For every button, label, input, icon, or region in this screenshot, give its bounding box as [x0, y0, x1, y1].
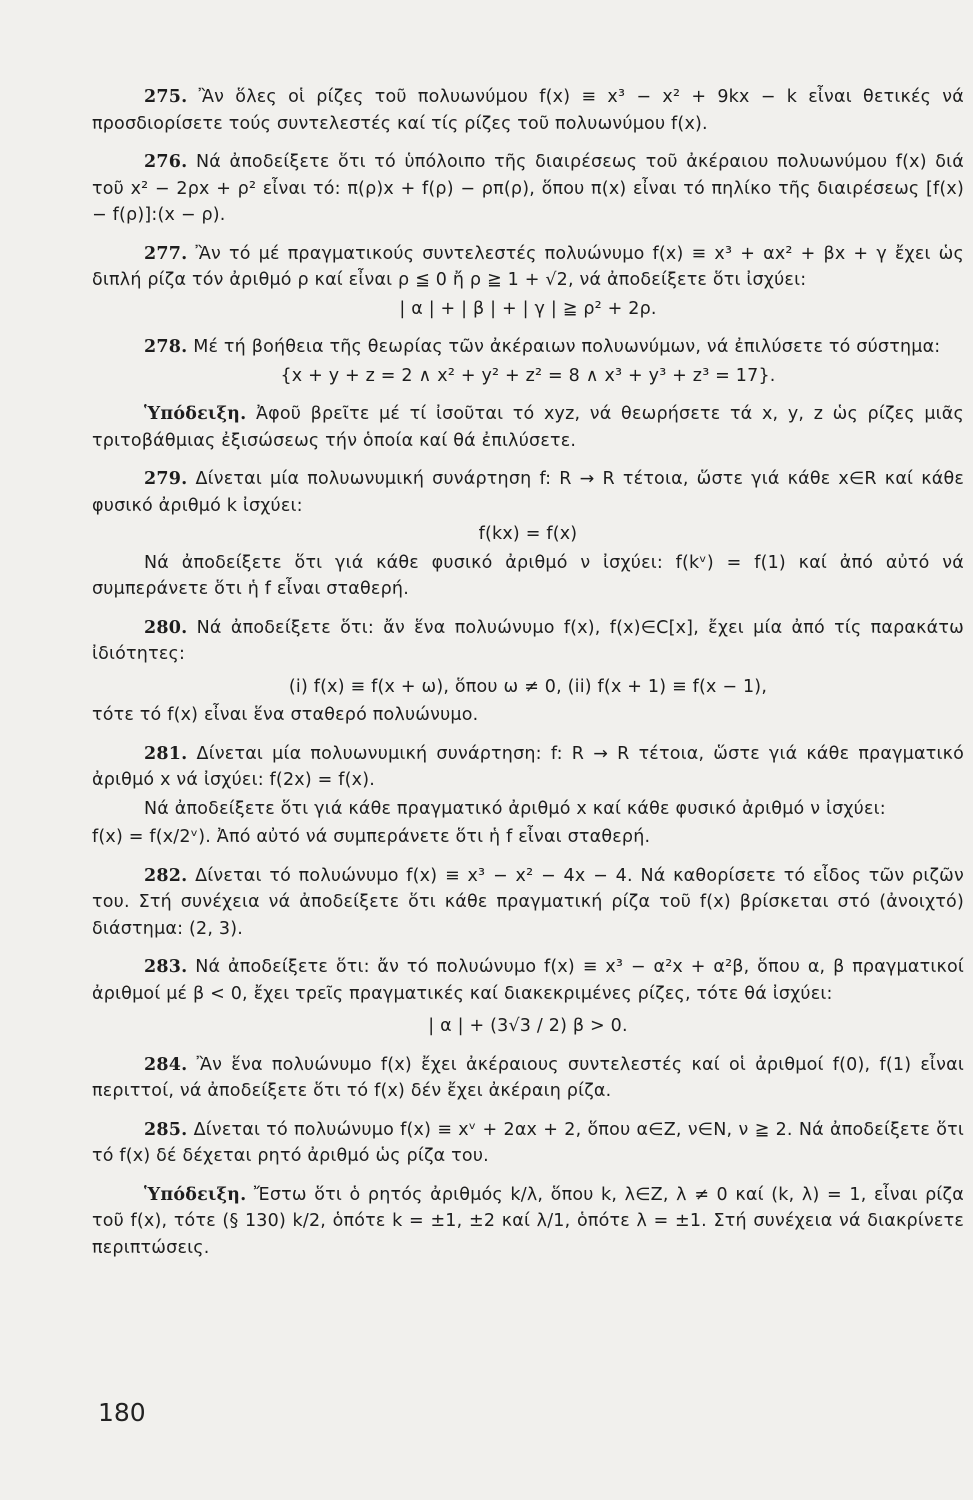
formula-text: f(x) = f(x/2ᵛ). Ἀπό αὐτό νά συμπεράνετε ὅτι ἡ f εἶναι σταθερή.: [92, 827, 651, 847]
exercise-280: [92, 615, 964, 668]
exercise-text: Δίνεται μία πολυωνυμική συνάρτηση: f: R → R τέτοια, ὥστε γιά κάθε πραγματικό ἀριθμό x νά ἰσχύει: f(2x) = f(x).: [92, 743, 964, 790]
formula-text: | α | + (3√3 / 2) β > 0.: [428, 1016, 628, 1036]
exercise-text: Μέ τή βοήθεια τῆς θεωρίας τῶν ἀκέραιων πολυωνύμων, νά ἐπιλύσετε τό σύστημα:: [193, 337, 941, 357]
hint-278: [92, 401, 964, 454]
hint-label: Ὑπόδειξη.: [144, 1184, 247, 1205]
formula-text: {x + y + z = 2 ∧ x² + y² + z² = 8 ∧ x³ + y³ + z³ = 17}.: [280, 365, 776, 386]
exercise-text: Δίνεται μία πολυωνυμική συνάρτηση f: R → R τέτοια, ὥστε γιά κάθε x∈R καί κάθε φυσικό ἀριθμό k ἰσχύει:: [92, 469, 965, 516]
exercise-277: [92, 241, 964, 294]
exercise-number: 284.: [144, 1054, 188, 1075]
exercise-number: 280.: [144, 617, 188, 638]
exercise-283: [92, 954, 964, 1007]
exercise-text: Νά ἀποδείξετε ὅτι: ἄν ἕνα πολυώνυμο f(x), f(x)∈C[x], ἔχει μία ἀπό τίς παρακάτω ἰδιότητες:: [92, 617, 964, 664]
exercise-284: [92, 1052, 964, 1105]
exercise-number: 278.: [144, 337, 188, 357]
exercise-text: Δίνεται τό πολυώνυμο f(x) ≡ x³ − x² − 4x − 4. Νά καθορίσετε τό εἶδος τῶν ριζῶν του. Στή συνέχεια νά ἀποδείξετε ὅτι κάθε πραγματική ρίζα τοῦ f(x) βρίσκεται στό (ἀνοιχτό) διάστημα: (2, 3).: [92, 865, 965, 939]
exercise-number: 283.: [144, 957, 188, 977]
exercise-276: [92, 149, 964, 229]
formula-text: f(kx) = f(x): [478, 524, 578, 544]
formula-280-properties: [92, 674, 964, 701]
hint-285: [92, 1182, 964, 1262]
page-number: 180: [98, 1398, 146, 1427]
exercise-275: [92, 84, 964, 137]
exercise-number: 277.: [144, 243, 188, 264]
exercise-278: [92, 334, 964, 361]
exercise-281-continued: [92, 796, 964, 823]
exercise-281-formula: [92, 824, 964, 851]
exercise-number: 282.: [144, 865, 188, 886]
exercise-number: 279.: [144, 469, 188, 489]
formula-text: (i) f(x) ≡ f(x + ω), ὅπου ω ≠ 0, (ii) f(x + 1) ≡ f(x − 1),: [288, 676, 768, 697]
exercise-text: τότε τό f(x) εἶναι ἕνα σταθερό πολυώνυμο.: [92, 705, 479, 725]
hint-text: Ἀφοῦ βρεῖτε μέ τί ἰσοῦται τό xyz, νά θεωρήσετε τά x, y, z ὡς ρίζες μιᾶς τριτοβάθμιας ἐξισώσεως τήν ὁποία καί θά ἐπιλύσετε.: [92, 404, 965, 451]
exercise-number: 285.: [144, 1119, 188, 1140]
page-content: [92, 84, 964, 1261]
hint-label: Ὑπόδειξη.: [144, 404, 247, 424]
exercise-number: 281.: [144, 743, 188, 764]
exercise-285: [92, 1117, 964, 1170]
exercise-text: Νά ἀποδείξετε ὅτι τό ὑπόλοιπο τῆς διαιρέσεως τοῦ ἀκέραιου πολυωνύμου f(x) διά τοῦ x² − 2ρx + ρ² εἶναι τό: π(ρ)x + f(ρ) − ρπ(ρ), ὅπου π(x) εἶναι τό πηλίκο τῆς διαιρέσεως [f(x) − f(ρ)]:(x − ρ).: [92, 152, 964, 225]
exercise-text: Ἂν ὅλες οἱ ρίζες τοῦ πολυωνύμου f(x) ≡ x³ − x² + 9kx − k εἶναι θετικές νά προσδιορίσετε τούς συντελεστές καί τίς ρίζες τοῦ πολυωνύμου f(x).: [92, 87, 964, 134]
formula-277: [92, 296, 964, 323]
formula-278-system: [92, 363, 964, 390]
exercise-279-continued: [92, 550, 964, 603]
exercise-282: [92, 863, 964, 943]
hint-text: Ἔστω ὅτι ὁ ρητός ἀριθμός k/λ, ὅπου k, λ∈Z, λ ≠ 0 καί (k, λ) = 1, εἶναι ρίζα τοῦ f(x), τότε (§ 130) k/2, ὁπότε k = ±1, ±2 καί λ/1, ὁπότε λ = ±1. Στή συνέχεια νά διακρίνετε περιπτώσεις.: [92, 1184, 964, 1258]
exercise-280-conclusion: [92, 702, 964, 729]
exercise-text: Νά ἀποδείξετε ὅτι γιά κάθε πραγματικό ἀριθμό x καί κάθε φυσικό ἀριθμό ν ἰσχύει:: [144, 798, 886, 819]
exercise-number: 276.: [144, 152, 188, 172]
formula-text: | α | + | β | + | γ | ≧ ρ² + 2ρ.: [399, 298, 657, 319]
exercise-text: Ἂν τό μέ πραγματικούς συντελεστές πολυώνυμο f(x) ≡ x³ + αx² + βx + γ ἔχει ὡς διπλή ρίζα τόν ἀριθμό ρ καί εἶναι ρ ≦ 0 ἤ ρ ≧ 1 + √2, νά ἀποδείξετε ὅτι ἰσχύει:: [92, 243, 964, 290]
exercise-281: [92, 741, 964, 794]
exercise-text: Ἂν ἕνα πολυώνυμο f(x) ἔχει ἀκέραιους συντελεστές καί οἱ ἀριθμοί f(0), f(1) εἶναι περιττοί, νά ἀποδείξετε ὅτι τό f(x) δέν ἔχει ἀκέραιη ρίζα.: [92, 1054, 964, 1101]
formula-283: [92, 1013, 964, 1040]
exercise-text: Νά ἀποδείξετε ὅτι γιά κάθε φυσικό ἀριθμό ν ἰσχύει: f(kᵛ) = f(1) καί ἀπό αὐτό νά συμπεράνετε ὅτι ἡ f εἶναι σταθερή.: [92, 552, 964, 599]
exercise-text: Νά ἀποδείξετε ὅτι: ἄν τό πολυώνυμο f(x) ≡ x³ − α²x + α²β, ὅπου α, β πραγματικοί ἀριθμοί μέ β < 0, ἔχει τρεῖς πραγματικές καί διακεκριμένες ρίζες, τότε θά ἰσχύει:: [92, 957, 964, 1004]
exercise-279: [92, 466, 964, 519]
formula-279: [92, 521, 964, 548]
exercise-text: Δίνεται τό πολυώνυμο f(x) ≡ xᵛ + 2αx + 2, ὅπου α∈Z, ν∈N, ν ≧ 2. Νά ἀποδείξετε ὅτι τό f(x) δέ δέχεται ρητό ἀριθμό ὡς ρίζα του.: [92, 1119, 965, 1166]
exercise-number: 275.: [144, 87, 188, 107]
